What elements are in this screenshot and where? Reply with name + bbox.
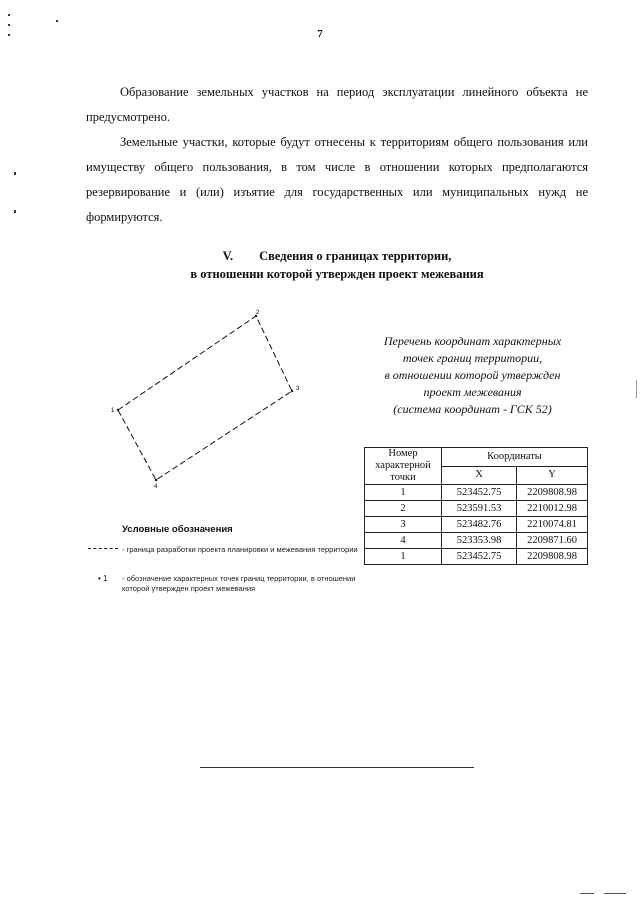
scan-mark: [636, 380, 637, 398]
header-y: Y: [517, 466, 588, 485]
cell-y: 2210074.81: [517, 517, 588, 533]
coord-title-line: проект межевания: [423, 385, 522, 399]
cell-y: 2209871.60: [517, 533, 588, 549]
legend-boundary-line-icon: [88, 548, 118, 549]
scan-mark: [14, 210, 16, 213]
header-coordinates: Координаты: [442, 448, 588, 467]
cell-x: 523452.75: [442, 485, 517, 501]
cell-number: 2: [365, 501, 442, 517]
cell-number: 3: [365, 517, 442, 533]
table-row: [365, 501, 588, 517]
scan-mark: [56, 20, 58, 22]
cell-x: 523482.76: [442, 517, 517, 533]
boundary-polygon: [118, 316, 292, 480]
coord-title-line: (система координат - ГСК 52): [393, 402, 552, 416]
cell-x: 523452.75: [442, 549, 517, 565]
legend-point-number: 1: [103, 574, 108, 583]
cell-x: 523591.53: [442, 501, 517, 517]
scan-mark: [8, 14, 10, 16]
legend-title: Условные обозначения: [122, 524, 233, 535]
scan-mark: [8, 24, 10, 26]
map-label-3: 3: [296, 386, 300, 392]
cell-y: 2210012.98: [517, 501, 588, 517]
cell-number: 1: [365, 549, 442, 565]
table-row: [365, 485, 588, 501]
section-number: V.: [222, 249, 234, 263]
map-point-4: [155, 479, 157, 481]
table-row: [365, 533, 588, 549]
cell-x: 523353.98: [442, 533, 517, 549]
coord-list-title: [340, 333, 605, 418]
legend-point-icon: • 1: [98, 574, 108, 583]
coord-title-line: точек границ территории,: [402, 351, 543, 365]
section-title-line1: Сведения о границах территории,: [259, 249, 452, 263]
cell-y: 2209808.98: [517, 549, 588, 565]
legend-item-points: - обозначение характерных точек границ территории, в отношении которой утвержден проект межевания: [122, 574, 356, 593]
page-number: 7: [317, 28, 323, 40]
map-label-2: 2: [256, 310, 260, 316]
coord-title-line: в отношении которой утвержден: [384, 368, 561, 382]
cell-number: 4: [365, 533, 442, 549]
scan-mark: [14, 172, 16, 175]
table-row: [365, 549, 588, 565]
map-label-1: 1: [111, 408, 115, 414]
map-point-1: [117, 409, 119, 411]
table-row: [365, 517, 588, 533]
scan-mark: [580, 893, 594, 894]
paragraph-2-text: Земельные участки, которые будут отнесены к территориям общего пользования или имуществу общего пользования, в том числе в отношении которых предполагаются резервирование и (или) изъятие для государственных или муниципальных нужд не формируются.: [86, 135, 588, 224]
paragraph-1-text: Образование земельных участков на период эксплуатации линейного объекта не предусмотрено.: [86, 85, 588, 124]
coord-title-line: Перечень координат характерных: [383, 334, 562, 348]
legend-item-boundary: - граница разработки проекта планировки и межевания территории: [122, 545, 358, 554]
scan-mark: [604, 893, 626, 894]
footer-divider: [200, 767, 474, 768]
cell-y: 2209808.98: [517, 485, 588, 501]
map-point-3: [291, 390, 293, 392]
cell-number: 1: [365, 485, 442, 501]
section-title-line2: в отношении которой утвержден проект межевания: [190, 267, 484, 281]
map-label-4: 4: [154, 484, 158, 490]
header-x: X: [442, 466, 517, 485]
coordinates-table: [364, 447, 588, 565]
header-point-number: Номер характерной точки: [365, 448, 442, 485]
scan-mark: [8, 34, 10, 36]
